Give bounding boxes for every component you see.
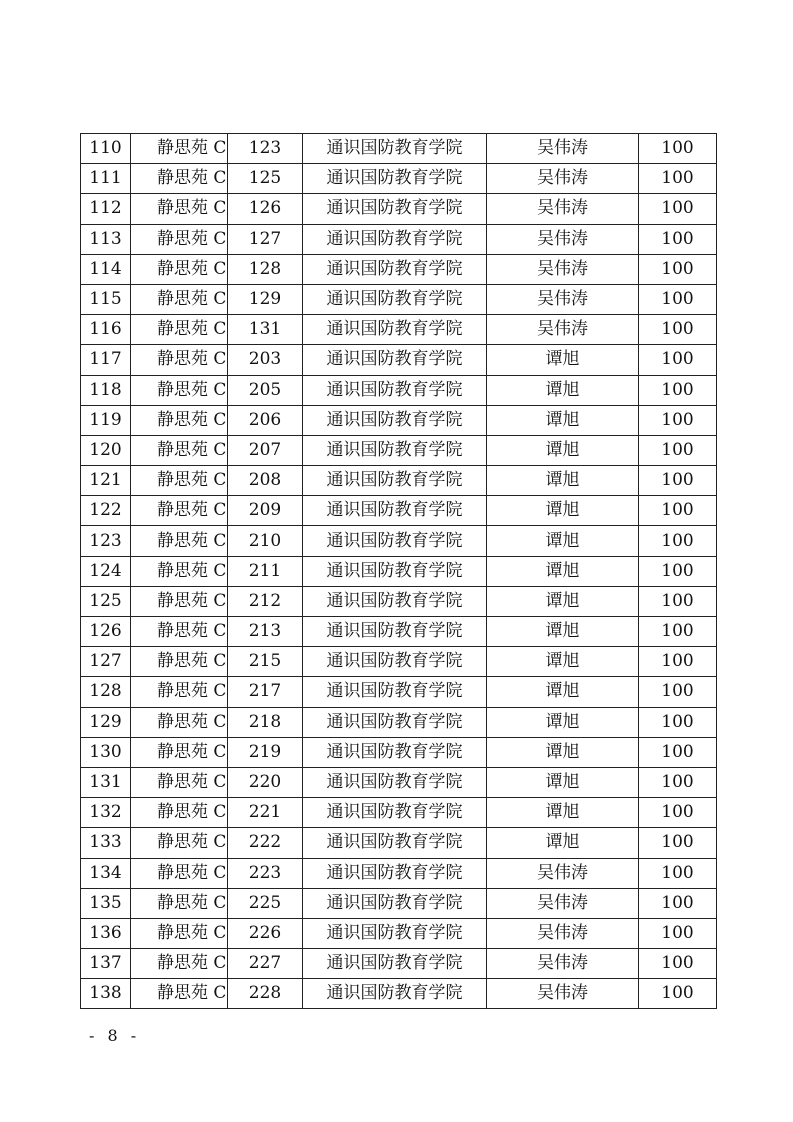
cell-college: 通识国防教育学院 (303, 315, 487, 345)
cell-room: 131 (228, 315, 303, 345)
cell-index: 120 (81, 435, 131, 465)
table-row (81, 526, 717, 556)
cell-count: 100 (639, 466, 717, 496)
cell-count: 100 (639, 888, 717, 918)
cell-count: 100 (639, 979, 717, 1009)
table-row (81, 224, 717, 254)
cell-count: 100 (639, 556, 717, 586)
cell-count: 100 (639, 345, 717, 375)
cell-college: 通识国防教育学院 (303, 918, 487, 948)
cell-index: 128 (81, 677, 131, 707)
table-row (81, 586, 717, 616)
cell-index: 110 (81, 134, 131, 164)
cell-index: 117 (81, 345, 131, 375)
cell-index: 132 (81, 798, 131, 828)
cell-index: 137 (81, 949, 131, 979)
cell-count: 100 (639, 949, 717, 979)
table-row (81, 767, 717, 797)
table-row (81, 677, 717, 707)
cell-count: 100 (639, 284, 717, 314)
cell-index: 116 (81, 315, 131, 345)
cell-room: 212 (228, 586, 303, 616)
cell-index: 122 (81, 496, 131, 526)
table-row (81, 858, 717, 888)
cell-building: 静思苑 C (131, 979, 228, 1009)
cell-room: 227 (228, 949, 303, 979)
cell-building: 静思苑 C (131, 284, 228, 314)
table-row (81, 435, 717, 465)
cell-person: 谭旭 (487, 798, 639, 828)
cell-building: 静思苑 C (131, 375, 228, 405)
cell-building: 静思苑 C (131, 254, 228, 284)
cell-room: 211 (228, 556, 303, 586)
cell-person: 谭旭 (487, 707, 639, 737)
cell-count: 100 (639, 737, 717, 767)
cell-building: 静思苑 C (131, 767, 228, 797)
cell-room: 128 (228, 254, 303, 284)
cell-building: 静思苑 C (131, 888, 228, 918)
cell-college: 通识国防教育学院 (303, 828, 487, 858)
cell-person: 吴伟涛 (487, 284, 639, 314)
cell-college: 通识国防教育学院 (303, 556, 487, 586)
cell-person: 谭旭 (487, 617, 639, 647)
table-row (81, 556, 717, 586)
cell-count: 100 (639, 435, 717, 465)
cell-count: 100 (639, 224, 717, 254)
cell-college: 通识国防教育学院 (303, 677, 487, 707)
cell-room: 126 (228, 194, 303, 224)
table-row (81, 496, 717, 526)
cell-college: 通识国防教育学院 (303, 194, 487, 224)
cell-college: 通识国防教育学院 (303, 466, 487, 496)
cell-count: 100 (639, 828, 717, 858)
cell-person: 谭旭 (487, 737, 639, 767)
cell-index: 115 (81, 284, 131, 314)
cell-index: 121 (81, 466, 131, 496)
cell-count: 100 (639, 767, 717, 797)
cell-college: 通识国防教育学院 (303, 345, 487, 375)
cell-index: 113 (81, 224, 131, 254)
cell-count: 100 (639, 798, 717, 828)
cell-room: 217 (228, 677, 303, 707)
cell-college: 通识国防教育学院 (303, 134, 487, 164)
cell-count: 100 (639, 315, 717, 345)
table-row (81, 918, 717, 948)
cell-person: 谭旭 (487, 526, 639, 556)
cell-index: 126 (81, 617, 131, 647)
cell-building: 静思苑 C (131, 617, 228, 647)
cell-room: 207 (228, 435, 303, 465)
table-row (81, 254, 717, 284)
cell-person: 吴伟涛 (487, 858, 639, 888)
cell-count: 100 (639, 617, 717, 647)
cell-person: 谭旭 (487, 375, 639, 405)
table-row (81, 405, 717, 435)
table-row (81, 194, 717, 224)
table-row (81, 345, 717, 375)
table-row (81, 164, 717, 194)
cell-college: 通识国防教育学院 (303, 979, 487, 1009)
cell-count: 100 (639, 858, 717, 888)
cell-building: 静思苑 C (131, 858, 228, 888)
table-row (81, 647, 717, 677)
table-row (81, 466, 717, 496)
cell-college: 通识国防教育学院 (303, 617, 487, 647)
table-row (81, 828, 717, 858)
cell-building: 静思苑 C (131, 496, 228, 526)
cell-room: 203 (228, 345, 303, 375)
cell-building: 静思苑 C (131, 315, 228, 345)
cell-college: 通识国防教育学院 (303, 586, 487, 616)
cell-person: 谭旭 (487, 556, 639, 586)
table-row (81, 979, 717, 1009)
cell-college: 通识国防教育学院 (303, 858, 487, 888)
cell-index: 123 (81, 526, 131, 556)
cell-person: 吴伟涛 (487, 918, 639, 948)
cell-building: 静思苑 C (131, 224, 228, 254)
cell-index: 119 (81, 405, 131, 435)
cell-building: 静思苑 C (131, 405, 228, 435)
cell-index: 127 (81, 647, 131, 677)
cell-room: 210 (228, 526, 303, 556)
cell-building: 静思苑 C (131, 556, 228, 586)
cell-college: 通识国防教育学院 (303, 435, 487, 465)
cell-count: 100 (639, 918, 717, 948)
cell-index: 114 (81, 254, 131, 284)
cell-building: 静思苑 C (131, 707, 228, 737)
cell-college: 通识国防教育学院 (303, 224, 487, 254)
table-row (81, 315, 717, 345)
cell-building: 静思苑 C (131, 828, 228, 858)
cell-index: 134 (81, 858, 131, 888)
cell-count: 100 (639, 586, 717, 616)
cell-index: 111 (81, 164, 131, 194)
cell-building: 静思苑 C (131, 164, 228, 194)
cell-count: 100 (639, 526, 717, 556)
cell-person: 谭旭 (487, 767, 639, 797)
cell-count: 100 (639, 405, 717, 435)
table-row (81, 617, 717, 647)
cell-count: 100 (639, 254, 717, 284)
cell-college: 通识国防教育学院 (303, 888, 487, 918)
cell-building: 静思苑 C (131, 466, 228, 496)
cell-person: 谭旭 (487, 496, 639, 526)
table-row (81, 737, 717, 767)
cell-room: 220 (228, 767, 303, 797)
cell-index: 133 (81, 828, 131, 858)
cell-person: 谭旭 (487, 828, 639, 858)
cell-person: 谭旭 (487, 466, 639, 496)
table-row (81, 134, 717, 164)
table-row (81, 888, 717, 918)
cell-building: 静思苑 C (131, 737, 228, 767)
cell-room: 127 (228, 224, 303, 254)
cell-person: 吴伟涛 (487, 949, 639, 979)
cell-person: 吴伟涛 (487, 134, 639, 164)
cell-college: 通识国防教育学院 (303, 647, 487, 677)
cell-person: 吴伟涛 (487, 979, 639, 1009)
cell-index: 118 (81, 375, 131, 405)
cell-person: 谭旭 (487, 435, 639, 465)
cell-count: 100 (639, 194, 717, 224)
cell-college: 通识国防教育学院 (303, 526, 487, 556)
cell-index: 112 (81, 194, 131, 224)
cell-college: 通识国防教育学院 (303, 707, 487, 737)
cell-room: 223 (228, 858, 303, 888)
cell-count: 100 (639, 164, 717, 194)
room-assignment-table (80, 133, 717, 1009)
cell-room: 218 (228, 707, 303, 737)
cell-building: 静思苑 C (131, 677, 228, 707)
cell-room: 221 (228, 798, 303, 828)
cell-count: 100 (639, 677, 717, 707)
cell-college: 通识国防教育学院 (303, 254, 487, 284)
cell-person: 谭旭 (487, 677, 639, 707)
cell-room: 226 (228, 918, 303, 948)
page-number: - 8 - (89, 1026, 141, 1045)
cell-room: 215 (228, 647, 303, 677)
cell-index: 124 (81, 556, 131, 586)
cell-building: 静思苑 C (131, 435, 228, 465)
cell-college: 通识国防教育学院 (303, 405, 487, 435)
cell-person: 吴伟涛 (487, 254, 639, 284)
cell-count: 100 (639, 375, 717, 405)
cell-person: 吴伟涛 (487, 224, 639, 254)
cell-person: 吴伟涛 (487, 315, 639, 345)
cell-person: 谭旭 (487, 647, 639, 677)
cell-room: 205 (228, 375, 303, 405)
cell-room: 123 (228, 134, 303, 164)
cell-person: 吴伟涛 (487, 194, 639, 224)
cell-room: 209 (228, 496, 303, 526)
cell-college: 通识国防教育学院 (303, 496, 487, 526)
cell-index: 131 (81, 767, 131, 797)
cell-college: 通识国防教育学院 (303, 737, 487, 767)
cell-room: 208 (228, 466, 303, 496)
cell-college: 通识国防教育学院 (303, 949, 487, 979)
cell-college: 通识国防教育学院 (303, 767, 487, 797)
cell-count: 100 (639, 707, 717, 737)
cell-college: 通识国防教育学院 (303, 375, 487, 405)
cell-person: 谭旭 (487, 586, 639, 616)
cell-person: 谭旭 (487, 405, 639, 435)
cell-building: 静思苑 C (131, 949, 228, 979)
cell-building: 静思苑 C (131, 134, 228, 164)
table-row (81, 707, 717, 737)
cell-building: 静思苑 C (131, 918, 228, 948)
cell-room: 219 (228, 737, 303, 767)
cell-room: 125 (228, 164, 303, 194)
cell-building: 静思苑 C (131, 194, 228, 224)
cell-index: 138 (81, 979, 131, 1009)
cell-room: 213 (228, 617, 303, 647)
cell-count: 100 (639, 134, 717, 164)
cell-building: 静思苑 C (131, 586, 228, 616)
cell-person: 谭旭 (487, 345, 639, 375)
cell-room: 129 (228, 284, 303, 314)
cell-count: 100 (639, 647, 717, 677)
cell-person: 吴伟涛 (487, 164, 639, 194)
cell-college: 通识国防教育学院 (303, 284, 487, 314)
table-row (81, 375, 717, 405)
cell-index: 129 (81, 707, 131, 737)
cell-room: 228 (228, 979, 303, 1009)
table-row (81, 949, 717, 979)
cell-building: 静思苑 C (131, 647, 228, 677)
cell-building: 静思苑 C (131, 345, 228, 375)
cell-room: 222 (228, 828, 303, 858)
cell-index: 136 (81, 918, 131, 948)
cell-count: 100 (639, 496, 717, 526)
cell-person: 吴伟涛 (487, 888, 639, 918)
table-body (81, 134, 717, 1009)
table-row (81, 798, 717, 828)
cell-index: 135 (81, 888, 131, 918)
cell-room: 206 (228, 405, 303, 435)
cell-room: 225 (228, 888, 303, 918)
cell-building: 静思苑 C (131, 798, 228, 828)
table-row (81, 284, 717, 314)
cell-college: 通识国防教育学院 (303, 798, 487, 828)
cell-building: 静思苑 C (131, 526, 228, 556)
cell-college: 通识国防教育学院 (303, 164, 487, 194)
cell-index: 130 (81, 737, 131, 767)
cell-index: 125 (81, 586, 131, 616)
